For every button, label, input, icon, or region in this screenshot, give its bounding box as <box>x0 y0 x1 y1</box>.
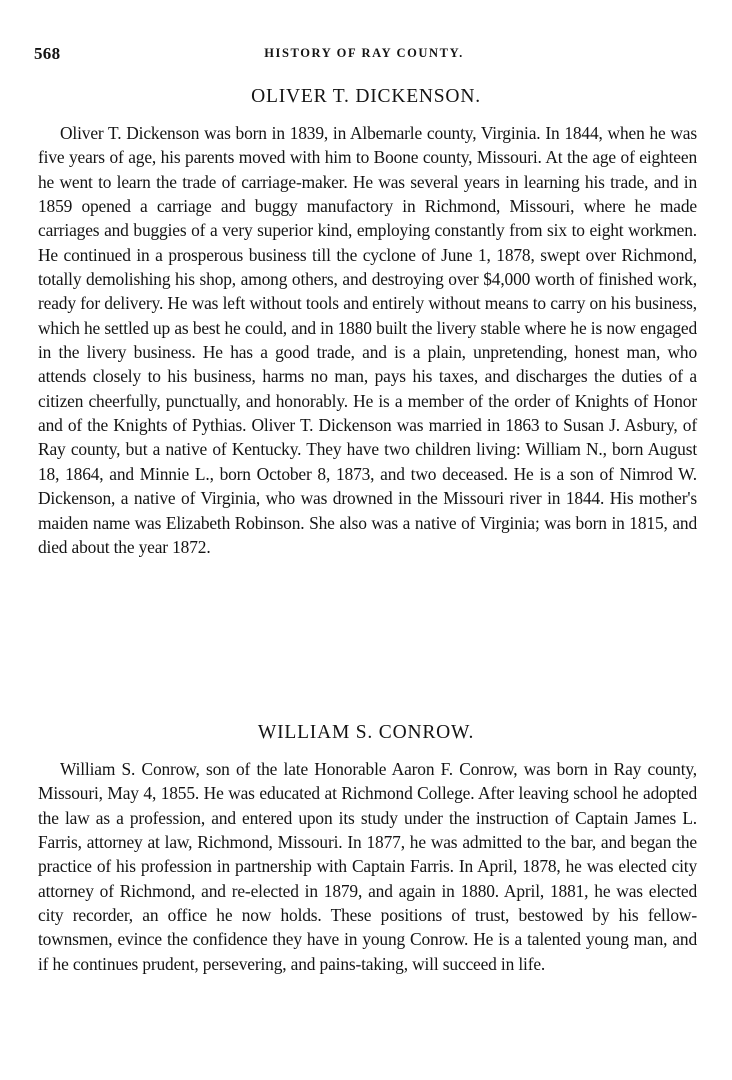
section-heading-dickenson: OLIVER T. DICKENSON. <box>251 86 481 107</box>
biography-conrow: William S. Conrow, son of the late Honorable Aaron F. Conrow, was born in Ray county, Missouri, May 4, 1855. He was educated at Richmond College. After leaving school he adopted the law as a profession, and entered upon its study under the instruction of Captain James L. Farris, attorney at law, Richmond, Missouri. In 1877, he was admitted to the bar, and began the practice of his profession in partnership with Captain Farris. In April, 1878, he was elected city attorney of Richmond, and re-elected in 1879, and again in 1880. April, 1881, he was elected city recorder, an office he now holds. These positions of trust, bestowed by his fellow-townsmen, evince the confidence they have in young Conrow. He is a talented young man, and if he continues prudent, persevering, and pains-taking, will succeed in life. <box>38 759 697 974</box>
running-title: HISTORY OF RAY COUNTY. <box>264 46 464 60</box>
section-heading-conrow: WILLIAM S. CONROW. <box>257 722 475 743</box>
page-number: 568 <box>34 44 61 63</box>
running-head <box>34 44 694 64</box>
biography-dickenson: Oliver T. Dickenson was born in 1839, in Albemarle county, Virginia. In 1844, when he was five years of age, his parents moved with him to Boone county, Missouri. At the age of eighteen he went to learn the trade of carriage-maker. He was several years in learning his trade, and in 1859 opened a carriage and buggy manufactory in Richmond, Missouri, where he made carriages and buggies of a very superior kind, employing constantly from six to eight workmen. He continued in a prosperous business till the cyclone of June 1, 1878, swept over Richmond, totally demolishing his shop, among others, and destroying over $4,000 worth of finished work, ready for delivery. He was left without tools and entirely without means to carry on his business, which he settled up as best he could, and in 1880 built the livery stable where he is now engaged in the livery business. He has a good trade, and is a plain, unpretending, honest man, who attends closely to his business, harms no man, pays his taxes, and discharges the duties of a citizen cheerfully, punctually, and honorably. He is a member of the order of Knights of Honor and of the Knights of Pythias. Oliver T. Dickenson was married in 1863 to Susan J. Asbury, of Ray county, but a native of Kentucky. They have two children living: William N., born August 18, 1864, and Minnie L., born October 8, 1873, and two deceased. He is a son of Nimrod W. Dickenson, a native of Virginia, who was drowned in the Missouri river in 1844. His mother's maiden name was Elizabeth Robinson. She also was a native of Virginia; was born in 1815, and died about the year 1872. <box>38 123 697 557</box>
